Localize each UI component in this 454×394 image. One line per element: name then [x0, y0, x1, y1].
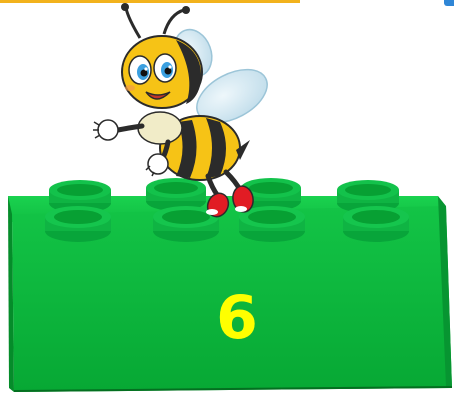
stud [45, 206, 111, 242]
bee-head [122, 36, 202, 108]
bee-glove-left [93, 120, 118, 140]
stud [239, 206, 305, 242]
bee-glove-right [146, 154, 168, 176]
bee-chest [138, 112, 182, 144]
stud [343, 206, 409, 242]
stud [146, 178, 206, 211]
brick-number-label [0, 280, 454, 356]
brick-number: 6 [216, 283, 258, 353]
